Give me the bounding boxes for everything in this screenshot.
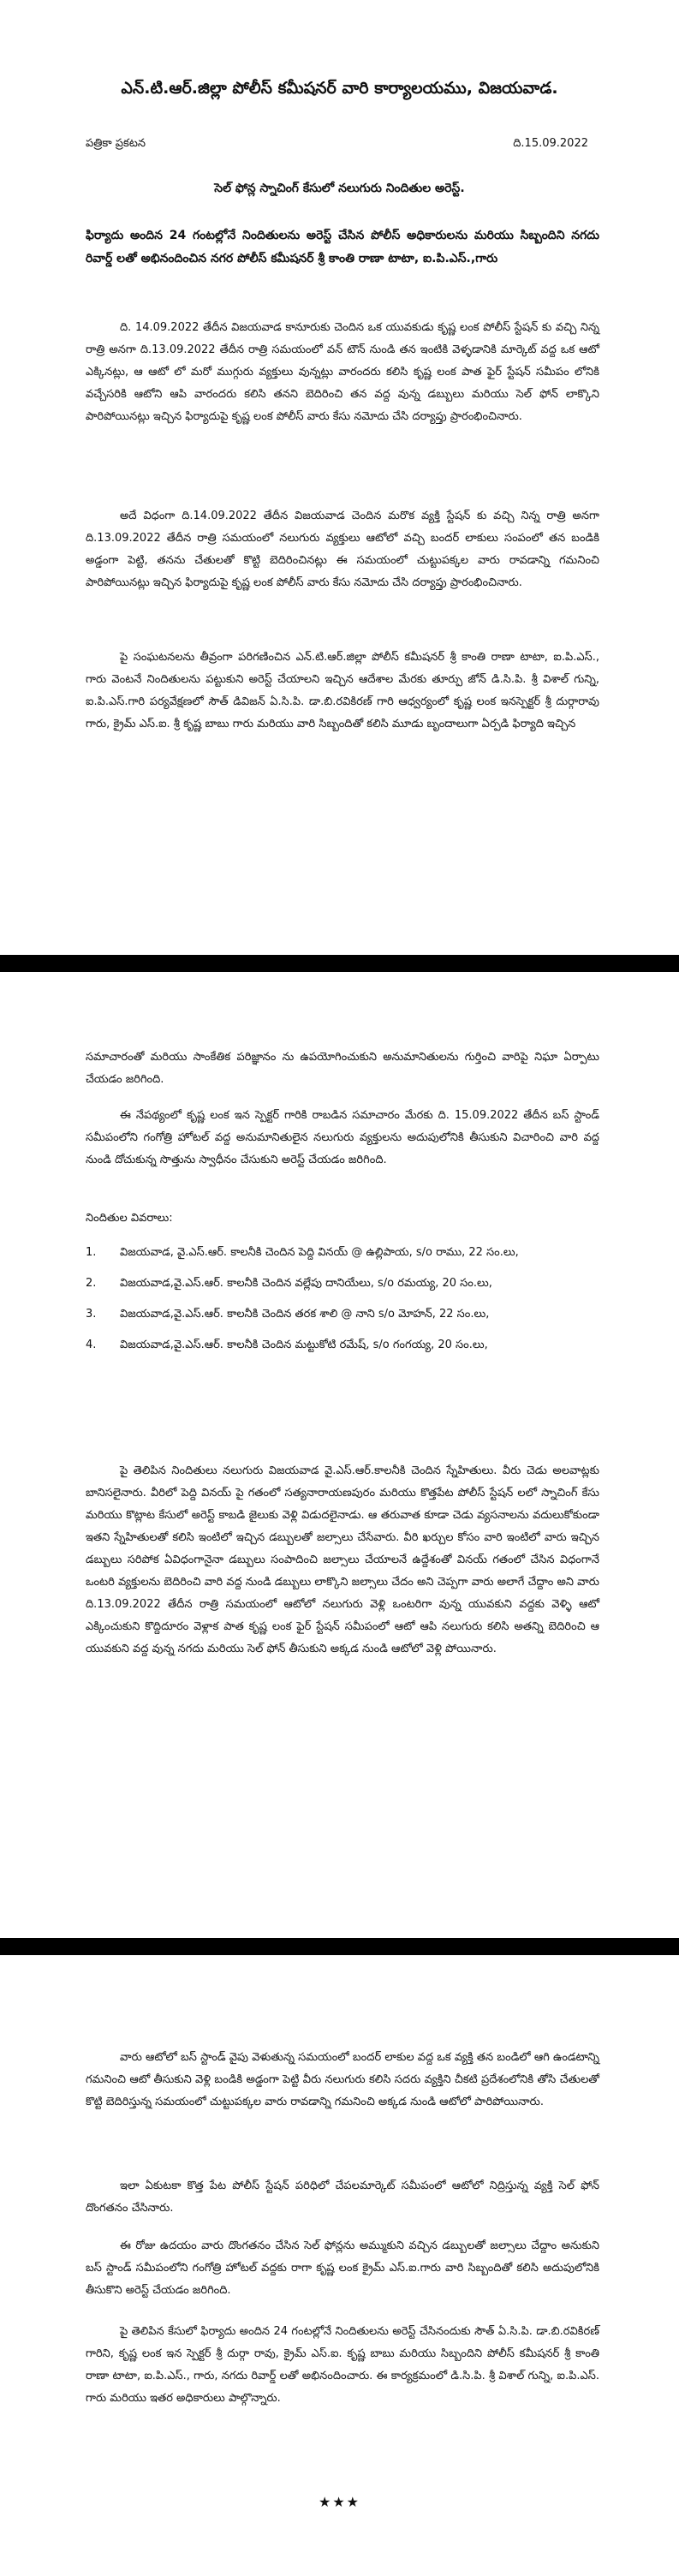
list-item: 4. విజయవాడ,వై.ఎస్.ఆర్. కాలనీకి చెందిన మట్టుకోటి రమేష్, s/o గంగయ్య, 20 సం.లు, <box>86 1339 488 1351</box>
list-item: 3. విజయవాడ,వై.ఎస్.ఆర్. కాలనీకి చెందిన తరక శాలి @ నాని s/o మోహన్, 22 సం.లు, <box>86 1308 490 1321</box>
paragraph-5: ఈ నేపథ్యంలో కృష్ణ లంక ఇన స్పెక్టర్ గారికి రాబడిన సమాచారం మేరకు ది. 15.09.2022 తేదీన బస్ స్టాండ్ సమీపంలోని గంగోత్రి హోటల్ వద్ద అనుమానితులైన నలుగురు వ్యక్తులను అదుపులోనికి తీసుకుని విచారించి వారి వద్ద నుండి దోచుకున్న సొత్తును స్వాధీనం చేసుకుని అరెస్ట్ చేయడం జరిగింది. <box>86 1109 599 1166</box>
paragraph-3: పై సంఘటనలను తీవ్రంగా పరిగణించిన ఎన్.టి.ఆర్.జిల్లా పోలీస్ కమీషనర్ శ్రీ కాంతి రాణా టాటా, ఐ.పి.ఎస్., గారు వెంటనే నిందితులను పట్టుకుని అరెస్ట్ చేయాలని ఇచ్చిన ఆదేశాల మేరకు తూర్పు జోన్ డి.సి.పి. శ్రీ విశాల్ గున్ని, ఐ.పి.ఎస్.గారి పర్యవేక్షణలో సౌత్ డివిజన్ ఏ.సి.పి. డా.బి.రవికిరణ్ గారి ఆధ్వర్యంలో కృష్ణ లంక ఇనస్పెక్టర్ శ్రీ దుర్గారావు గారు, క్రైమ్ ఎస్.ఐ. శ్రీ కృష్ణ బాబు గారు మరియు వారి సిబ్బందితో కలిసి మూడు బృందాలుగా ఏర్పడి ఫిర్యాది ఇచ్చిన <box>86 651 599 730</box>
page-separator <box>0 1938 679 1955</box>
end-mark: ★★★ <box>318 2494 361 2510</box>
press-release-label: పత్రికా ప్రకటన <box>86 137 146 150</box>
paragraph-10: పై తెలిపిన కేసులో ఫిర్యాదు అందిన 24 గంటల్లోనే నిందితులను అరెస్ట్ చేసినందుకు సౌత్ ఏ.సి.పి. డా.బి.రవికిరణ్ గారిని, కృష్ణ లంక ఇన స్పెక్టర్ శ్రీ దుర్గా రావు, క్రైమ్ ఎస్.ఐ. కృష్ణ బాబు మరియు సిబ్బందిని పోలీస్ కమీషనర్ శ్రీ కాంతి రాణా టాటా, ఐ.పి.ఎస్., గారు, నగదు రివార్డ్ లతో అభినందించారు. ఈ కార్యక్రమంలో డి.సి.పి. శ్రీ విశాల్ గున్ని, ఐ.పి.ఎస్. గారు మరియు ఇతర అధికారులు పాల్గొన్నారు. <box>86 2325 599 2405</box>
release-date: ది.15.09.2022 <box>513 137 588 150</box>
subject-line: సెల్ ఫోన్ల స్నాచింగ్ కేసులో నలుగురు నిందితుల అరెస్ట్. <box>214 182 465 195</box>
bold-intro: ఫిర్యాదు అందిన 24 గంటల్లోనే నిందితులను అరెస్ట్ చేసిన పోలీస్ అధికారులను మరియు సిబ్బందిని నగదు రివార్డ్ లతో అభినందించిన నగర పోలీస్ కమీషనర్ శ్రీ కాంతి రాణా టాటా, ఐ.పి.ఎస్.,గారు <box>86 229 599 265</box>
paragraph-7: వారు ఆటోలో బస్ స్టాండ్ వైపు వెళుతున్న సమయంలో బందర్ లాకుల వద్ద ఒక వ్యక్తి తన బండిలో ఆగి ఉండటాన్ని గమనించి ఆటో తీసుకుని వెళ్లి బండికి అడ్డంగా పెట్టి వీరు నలుగురు కలిసి సదరు వ్యక్తిని చీకటి ప్రదేశంలోనికి తోసి చేతులతో కొట్టి బెదిరిస్తున్న సమయంలో చుట్టుపక్కల వారు రావడాన్ని గమనించి అక్కడ నుండి ఆటోలో పారిపోయినారు. <box>86 2051 599 2108</box>
office-header: ఎన్.టి.ఆర్.జిల్లా పోలీస్ కమీషనర్ వారి కార్యాలయము, విజయవాడ. <box>121 79 558 98</box>
paragraph-1: ది. 14.09.2022 తేదీన విజయవాడ కానూరుకు చెందిన ఒక యువకుడు కృష్ణ లంక పోలీస్ స్టేషన్ కు వచ్చి నిన్న రాత్రి అనగా ది.13.09.2022 తేదీన రాత్రి సమయంలో వన్ టౌన్ నుండి తన ఇంటికి వెళ్ళడానికి మార్కెట్ వద్ద ఒక ఆటో ఎక్కినట్లు, ఆ ఆటో లో మరో ముగ్గురు వ్యక్తులు వున్నట్లు వారందరు కలిసి కృష్ణ లంక పాత ఫైర్ స్టేషన్ సమీపం లోనికి వచ్చేసరికి ఆటోని ఆపి వారందరు కలిసి తనని బెదిరించి తన వద్ద వున్న డబ్బులు మరియు సెల్ ఫోన్ లాక్కొని పారిపోయినట్లు ఇచ్చిన ఫిర్యాదుపై కృష్ణ లంక పోలీస్ వారు కేసు నమోదు చేసి దర్యాప్తు ప్రారంభించినారు. <box>86 321 599 423</box>
accused-list <box>86 1246 599 1369</box>
paragraph-8: ఇలా ఏకుటకా కొత్త పేట పోలీస్ స్టేషన్ పరిధిలో చేపలమార్కెట్ సమీపంలో ఆటోలో నిద్రిస్తున్న వ్యక్తి సెల్ ఫోన్ దొంగతనం చేసినారు. <box>86 2179 599 2215</box>
paragraph-6: పై తెలిపిన నిందితులు నలుగురు విజయవాడ వై.ఎస్.ఆర్.కాలనీకి చెందిన స్నేహితులు. వీరు చెడు అలవాట్లకు బానిసలైనారు. వీరిలో పెద్ది వినయ్ పై గతంలో సత్యనారాయణపురం మరియు కొత్తపేట పోలీస్ స్టేషన్ లలో స్నాచింగ్ కేసు మరియు కొట్లాట కేసులో అరెస్ట్ కాబడి జైలుకు వెళ్లి విడుదలైనాడు. ఆ తరువాత కూడా చెడు వ్యసనాలను వదులుకోకుండా ఇతని స్నేహితులతో కలిసి ఇంటిలో ఇచ్చిన డబ్బులతో జల్సాలు చేసేవారు. వీరి ఖర్చుల కోసం వారి ఇంటిలో వారు ఇచ్చిన డబ్బులు సరిపోక ఏవిధంగానైనా డబ్బులు సంపాదించి జల్సాలు చేయాలనే ఉద్దేశంతో వినయ్ గతంలో చేసిన విధంగానే ఒంటరి వ్యక్తులను బెదిరించి వారి వద్ద నుండి డబ్బులు లాక్కొని జల్సాలు చేదం అని చెప్పగా వారు అలాగే చేద్దాం అని వారు ది.13.09.2022 తేదీన రాత్రి సమయంలో ఆటోలో నలుగురు వెళ్లి ఒంటరిగా వున్న యువకుని వద్దకు వెళ్ళి ఆటో ఎక్కించుకుని కొద్దిదూరం వెళ్లాక పాత కృష్ణ లంక ఫైర్ స్టేషన్ సమీపంలో ఆటో ఆపి నలుగురు కలిసి అతన్ని బెదిరించి ఆ యువకుని వద్ద వున్న నగదు మరియు సెల్ ఫోన్ తీసుకుని అక్కడ నుండి ఆటోలో వెళ్లి పోయినారు. <box>86 1464 599 1655</box>
page-separator <box>0 955 679 972</box>
list-item: 1. విజయవాడ, వై.ఎస్.ఆర్. కాలనీకి చెందిన పెద్ది వినయ్ @ ఉల్లిపాయ, s/o రాము, 22 సం.లు, <box>86 1246 519 1259</box>
paragraph-2: అదే విధంగా ది.14.09.2022 తేదీన విజయవాడ చెందిన మరొక వ్యక్తి స్టేషన్ కు వచ్చి నిన్న రాత్రి అనగా ది.13.09.2022 తేదీన రాత్రి సమయంలో నలుగురు వ్యక్తులు ఆటోలో వచ్చి బందర్ లాకులు సంపంలో తన బండికి అడ్డంగా పెట్టి, తనను చేతులతో కొట్టి బెదిరించినట్లు ఈ సమయంలో చుట్టుపక్కల వారు రావడాన్ని గమనించి పారిపోయినట్లు ఇచ్చిన ఫిర్యాదుపై కృష్ణ లంక పోలీస్ వారు కేసు నమోదు చేసి దర్యాప్తు ప్రారంభించినారు. <box>86 510 599 589</box>
list-item: 2. విజయవాడ,వై.ఎస్.ఆర్. కాలనీకి చెందిన వల్లేపు దానియేలు, s/o రమయ్య, 20 సం.లు, <box>86 1277 492 1290</box>
paragraph-9: ఈ రోజు ఉదయం వారు దొంగతనం చేసిన సెల్ ఫోన్లను అమ్ముకుని వచ్చిన డబ్బులతో జల్సాలు చేద్దాం అనుకుని బస్ స్టాండ్ సమీపంలోని గంగోత్రి హోటల్ వద్దకు రాగా కృష్ణ లంక క్రైమ్ ఎస్.ఐ.గారు వారి సిబ్బందితో కలిసి అదుపులోనికి తీసుకొని అరెస్ట్ చేయడం జరిగింది. <box>86 2239 599 2297</box>
paragraph-4: సమాచారంతో మరియు సాంకేతిక పరిజ్ఞానం ను ఉపయోగించుకుని అనుమానితులను గుర్తించి వారిపై నిఘా ఏర్పాటు చేయడం జరిగింది. <box>86 1051 599 1086</box>
accused-heading: నిందితుల వివరాలు: <box>86 1212 173 1225</box>
